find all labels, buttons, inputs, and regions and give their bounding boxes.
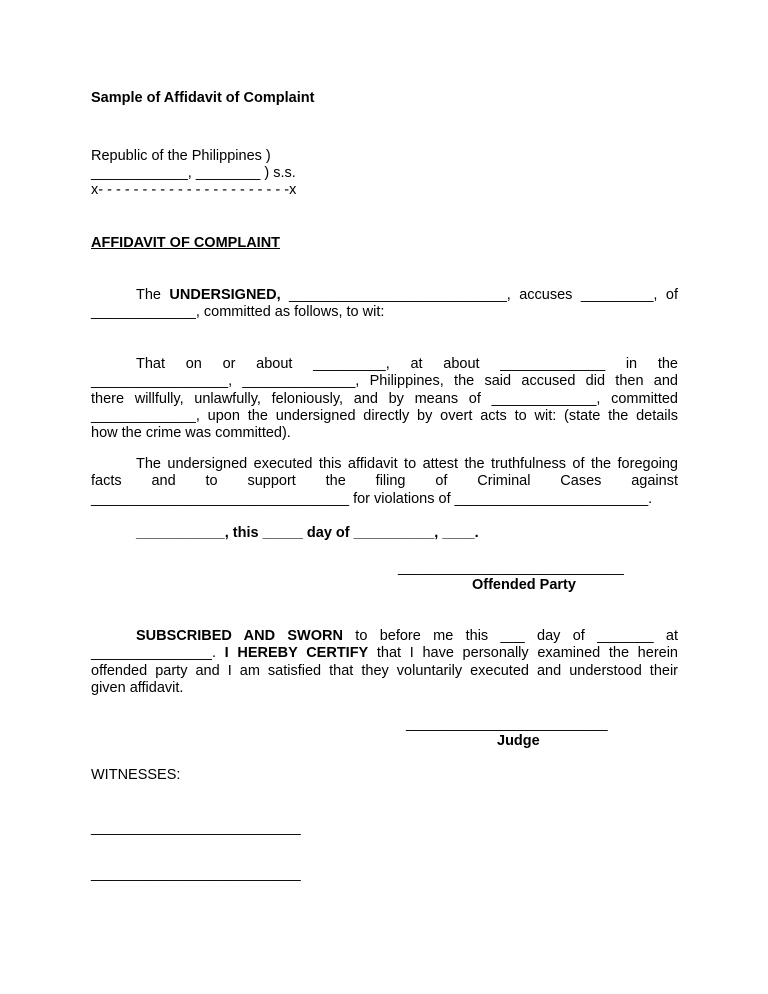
affidavit-heading: AFFIDAVIT OF COMPLAINT (91, 235, 281, 251)
paragraph-line: SUBSCRIBED AND SWORN to before me this ___ day of _______ at (136, 628, 678, 644)
paragraph-line: The UNDERSIGNED, ___________________________, accuses _________, of (136, 287, 678, 303)
document-title: Sample of Affidavit of Complaint (91, 90, 315, 106)
paragraph-line: given affidavit. (91, 679, 184, 696)
date-line: ___________, this _____ day of __________, ____. (136, 525, 479, 541)
venue-separator: x- - - - - - - - - - - - - - - - - - - - - -x (91, 182, 297, 198)
paragraph-line: _____________, committed as follows, to wit: (91, 304, 385, 321)
witness-signature-line-2: __________________________ (91, 866, 301, 882)
paragraph-line: facts and to support the filing of Criminal Cases against (91, 473, 678, 490)
paragraph-line: there willfully, unlawfully, feloniously, and by means of _____________, committed (91, 390, 678, 407)
paragraph-line: ________________________________ for violations of ________________________. (91, 490, 653, 507)
offended-party-signature-line: ____________________________ (398, 560, 624, 576)
judge-label: Judge (497, 733, 540, 749)
judge-signature-line: _________________________ (406, 716, 608, 732)
paragraph-jurat (91, 628, 678, 697)
paragraph-line: how the crime was committed). (91, 425, 291, 442)
paragraph-facts (91, 356, 678, 442)
witness-signature-line-1: __________________________ (91, 820, 301, 836)
paragraph-accusation (91, 287, 678, 322)
paragraph-line: The undersigned executed this affidavit to attest the truthfulness of the foregoing (136, 456, 678, 472)
venue-line-2: ____________, ________ ) s.s. (91, 165, 296, 181)
witnesses-label: WITNESSES: (91, 767, 181, 783)
venue-line-1: Republic of the Philippines ) (91, 148, 271, 164)
paragraph-line: _______________. I HEREBY CERTIFY that I have personally examined the herein (91, 645, 678, 662)
paragraph-line: _____________, upon the undersigned directly by overt acts to wit: (state the details (91, 407, 678, 424)
paragraph-line: _________________, ______________, Philippines, the said accused did then and (91, 373, 678, 390)
paragraph-line: offended party and I am satisfied that they voluntarily executed and understood their (91, 662, 678, 679)
offended-party-label: Offended Party (472, 577, 576, 593)
paragraph-attestation (91, 456, 678, 508)
paragraph-line: That on or about _________, at about _____________ in the (136, 356, 678, 372)
